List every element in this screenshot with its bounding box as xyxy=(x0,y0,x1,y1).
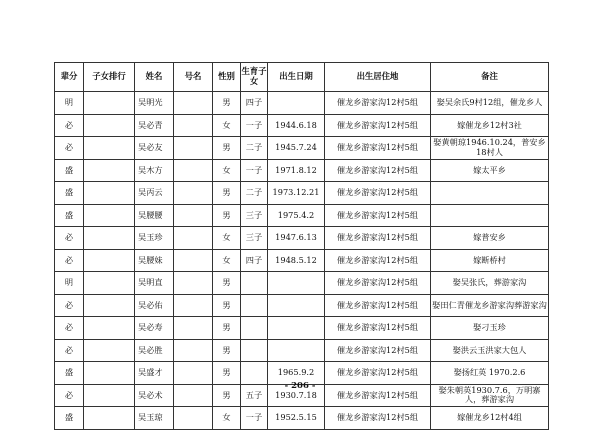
header-gender: 性别 xyxy=(213,63,241,92)
alias-cell xyxy=(174,339,213,362)
gender-cell: 女 xyxy=(213,227,241,250)
birth-date-cell xyxy=(268,339,325,362)
alias-cell xyxy=(174,249,213,272)
sibling-rank-cell xyxy=(84,227,135,250)
remarks-cell xyxy=(431,204,549,227)
gender-cell: 女 xyxy=(213,249,241,272)
table-row xyxy=(55,317,549,340)
birth-date-cell: 1948.5.12 xyxy=(268,249,325,272)
alias-cell xyxy=(174,114,213,137)
generation-cell: 必 xyxy=(55,294,84,317)
residence-cell: 催龙乡游家沟12村5组 xyxy=(325,227,431,250)
table-row xyxy=(55,272,549,295)
gender-cell: 男 xyxy=(213,317,241,340)
gender-cell: 男 xyxy=(213,384,241,407)
table-row xyxy=(55,227,549,250)
name-cell: 吴必友 xyxy=(135,137,174,160)
gender-cell: 男 xyxy=(213,294,241,317)
header-birth-date: 出生日期 xyxy=(268,63,325,92)
name-cell: 吴腰腰 xyxy=(135,204,174,227)
residence-cell: 催龙乡游家沟12村5组 xyxy=(325,317,431,340)
generation-cell: 盛 xyxy=(55,407,84,430)
gender-cell: 男 xyxy=(213,272,241,295)
residence-cell: 催龙乡游家沟12村5组 xyxy=(325,204,431,227)
alias-cell xyxy=(174,204,213,227)
remarks-cell: 嫁催龙乡12村3社 xyxy=(431,114,549,137)
gender-cell: 男 xyxy=(213,92,241,115)
remarks-cell: 嫁催龙乡12村4组 xyxy=(431,407,549,430)
residence-cell: 催龙乡游家沟12村5组 xyxy=(325,249,431,272)
name-cell: 吴丙云 xyxy=(135,182,174,205)
alias-cell xyxy=(174,227,213,250)
birth-date-cell: 1973.12.21 xyxy=(268,182,325,205)
residence-cell: 催龙乡游家沟12村5组 xyxy=(325,92,431,115)
alias-cell xyxy=(174,182,213,205)
sibling-rank-cell xyxy=(84,204,135,227)
gender-cell: 男 xyxy=(213,204,241,227)
name-cell: 吴必胜 xyxy=(135,339,174,362)
children-cell: 一子 xyxy=(241,159,268,182)
generation-cell: 必 xyxy=(55,249,84,272)
children-cell xyxy=(241,272,268,295)
remarks-cell: 娶田仁青催龙乡游家沟葬游家沟 xyxy=(431,294,549,317)
name-cell: 吴木方 xyxy=(135,159,174,182)
birth-date-cell: 1965.9.2 xyxy=(268,362,325,385)
header-remarks: 备注 xyxy=(431,63,549,92)
remarks-cell: 嫁太平乡 xyxy=(431,159,549,182)
birth-date-cell: 1952.5.15 xyxy=(268,407,325,430)
alias-cell xyxy=(174,272,213,295)
table-body xyxy=(55,92,549,430)
remarks-cell: 娶吴张氏，葬游家沟 xyxy=(431,272,549,295)
generation-cell: 明 xyxy=(55,272,84,295)
header-generation: 辈分 xyxy=(55,63,84,92)
gender-cell: 男 xyxy=(213,339,241,362)
remarks-cell: 娶朱朝英1930.7.6，万明寨人，葬游家沟 xyxy=(431,384,549,407)
children-cell: 一子 xyxy=(241,407,268,430)
name-cell: 吴明光 xyxy=(135,92,174,115)
name-cell: 吴明直 xyxy=(135,272,174,295)
name-cell: 吴玉琼 xyxy=(135,407,174,430)
header-children: 生育子女 xyxy=(241,63,268,92)
name-cell: 吴必佑 xyxy=(135,294,174,317)
gender-cell: 女 xyxy=(213,114,241,137)
residence-cell: 催龙乡游家沟12村5组 xyxy=(325,339,431,362)
children-cell: 二子 xyxy=(241,182,268,205)
residence-cell: 催龙乡游家沟12村5组 xyxy=(325,407,431,430)
birth-date-cell: 1971.8.12 xyxy=(268,159,325,182)
name-cell: 吴必术 xyxy=(135,384,174,407)
birth-date-cell: 1975.4.2 xyxy=(268,204,325,227)
gender-cell: 男 xyxy=(213,137,241,160)
gender-cell: 女 xyxy=(213,159,241,182)
alias-cell xyxy=(174,317,213,340)
table-row xyxy=(55,339,549,362)
birth-date-cell: 1930.7.18 xyxy=(268,384,325,407)
sibling-rank-cell xyxy=(84,159,135,182)
remarks-cell: 嫁普安乡 xyxy=(431,227,549,250)
generation-cell: 必 xyxy=(55,227,84,250)
table-row xyxy=(55,204,549,227)
table-row xyxy=(55,137,549,160)
gender-cell: 男 xyxy=(213,182,241,205)
children-cell xyxy=(241,294,268,317)
header-name: 姓名 xyxy=(135,63,174,92)
residence-cell: 催龙乡游家沟12村5组 xyxy=(325,159,431,182)
alias-cell xyxy=(174,294,213,317)
sibling-rank-cell xyxy=(84,272,135,295)
sibling-rank-cell xyxy=(84,137,135,160)
alias-cell xyxy=(174,407,213,430)
table-row xyxy=(55,159,549,182)
children-cell: 二子 xyxy=(241,137,268,160)
generation-cell: 必 xyxy=(55,114,84,137)
generation-cell: 必 xyxy=(55,384,84,407)
alias-cell xyxy=(174,92,213,115)
generation-cell: 必 xyxy=(55,339,84,362)
generation-cell: 明 xyxy=(55,92,84,115)
alias-cell xyxy=(174,137,213,160)
remarks-cell: 娶刁玉珍 xyxy=(431,317,549,340)
birth-date-cell: 1947.6.13 xyxy=(268,227,325,250)
birth-date-cell xyxy=(268,272,325,295)
sibling-rank-cell xyxy=(84,407,135,430)
table-header xyxy=(55,63,549,92)
sibling-rank-cell xyxy=(84,249,135,272)
generation-cell: 盛 xyxy=(55,362,84,385)
children-cell xyxy=(241,339,268,362)
children-cell xyxy=(241,317,268,340)
header-residence: 出生居住地 xyxy=(325,63,431,92)
name-cell: 吴必青 xyxy=(135,114,174,137)
residence-cell: 催龙乡游家沟12村5组 xyxy=(325,272,431,295)
remarks-cell: 娶黄朝琼1946.10.24，普安乡18村人 xyxy=(431,137,549,160)
header-alias: 号名 xyxy=(174,63,213,92)
sibling-rank-cell xyxy=(84,114,135,137)
remarks-cell xyxy=(431,182,549,205)
children-cell: 三子 xyxy=(241,204,268,227)
children-cell: 四子 xyxy=(241,249,268,272)
page-number: - 206 - xyxy=(284,381,316,391)
remarks-cell: 娶洪云玉洪家大包人 xyxy=(431,339,549,362)
birth-date-cell xyxy=(268,294,325,317)
alias-cell xyxy=(174,159,213,182)
remarks-cell: 娶扬红英 1970.2.6 xyxy=(431,362,549,385)
residence-cell: 催龙乡游家沟12村5组 xyxy=(325,362,431,385)
table-row xyxy=(55,92,549,115)
header-sibling-rank: 子女排行 xyxy=(84,63,135,92)
birth-date-cell: 1944.6.18 xyxy=(268,114,325,137)
residence-cell: 催龙乡游家沟12村5组 xyxy=(325,182,431,205)
residence-cell: 催龙乡游家沟12村5组 xyxy=(325,137,431,160)
birth-date-cell xyxy=(268,92,325,115)
name-cell: 吴必寿 xyxy=(135,317,174,340)
generation-cell: 必 xyxy=(55,317,84,340)
generation-cell: 盛 xyxy=(55,159,84,182)
sibling-rank-cell xyxy=(84,294,135,317)
remarks-cell: 娶吴余氏9村12组，催龙乡人 xyxy=(431,92,549,115)
table-row xyxy=(55,407,549,430)
residence-cell: 催龙乡游家沟12村5组 xyxy=(325,294,431,317)
gender-cell: 男 xyxy=(213,362,241,385)
table-row xyxy=(55,249,549,272)
table-row xyxy=(55,182,549,205)
name-cell: 吴盛才 xyxy=(135,362,174,385)
name-cell: 吴玉珍 xyxy=(135,227,174,250)
children-cell: 五子 xyxy=(241,384,268,407)
genealogy-table xyxy=(54,62,549,430)
birth-date-cell xyxy=(268,317,325,340)
sibling-rank-cell xyxy=(84,339,135,362)
gender-cell: 女 xyxy=(213,407,241,430)
children-cell: 三子 xyxy=(241,227,268,250)
residence-cell: 催龙乡游家沟12村5组 xyxy=(325,384,431,407)
sibling-rank-cell xyxy=(84,92,135,115)
sibling-rank-cell xyxy=(84,317,135,340)
children-cell: 四子 xyxy=(241,92,268,115)
remarks-cell: 嫁断桥村 xyxy=(431,249,549,272)
birth-date-cell: 1945.7.24 xyxy=(268,137,325,160)
children-cell: 一子 xyxy=(241,114,268,137)
sibling-rank-cell xyxy=(84,182,135,205)
name-cell: 吴腰妹 xyxy=(135,249,174,272)
generation-cell: 盛 xyxy=(55,182,84,205)
table-row xyxy=(55,294,549,317)
generation-cell: 盛 xyxy=(55,204,84,227)
residence-cell: 催龙乡游家沟12村5组 xyxy=(325,114,431,137)
generation-cell: 必 xyxy=(55,137,84,160)
table-row xyxy=(55,114,549,137)
